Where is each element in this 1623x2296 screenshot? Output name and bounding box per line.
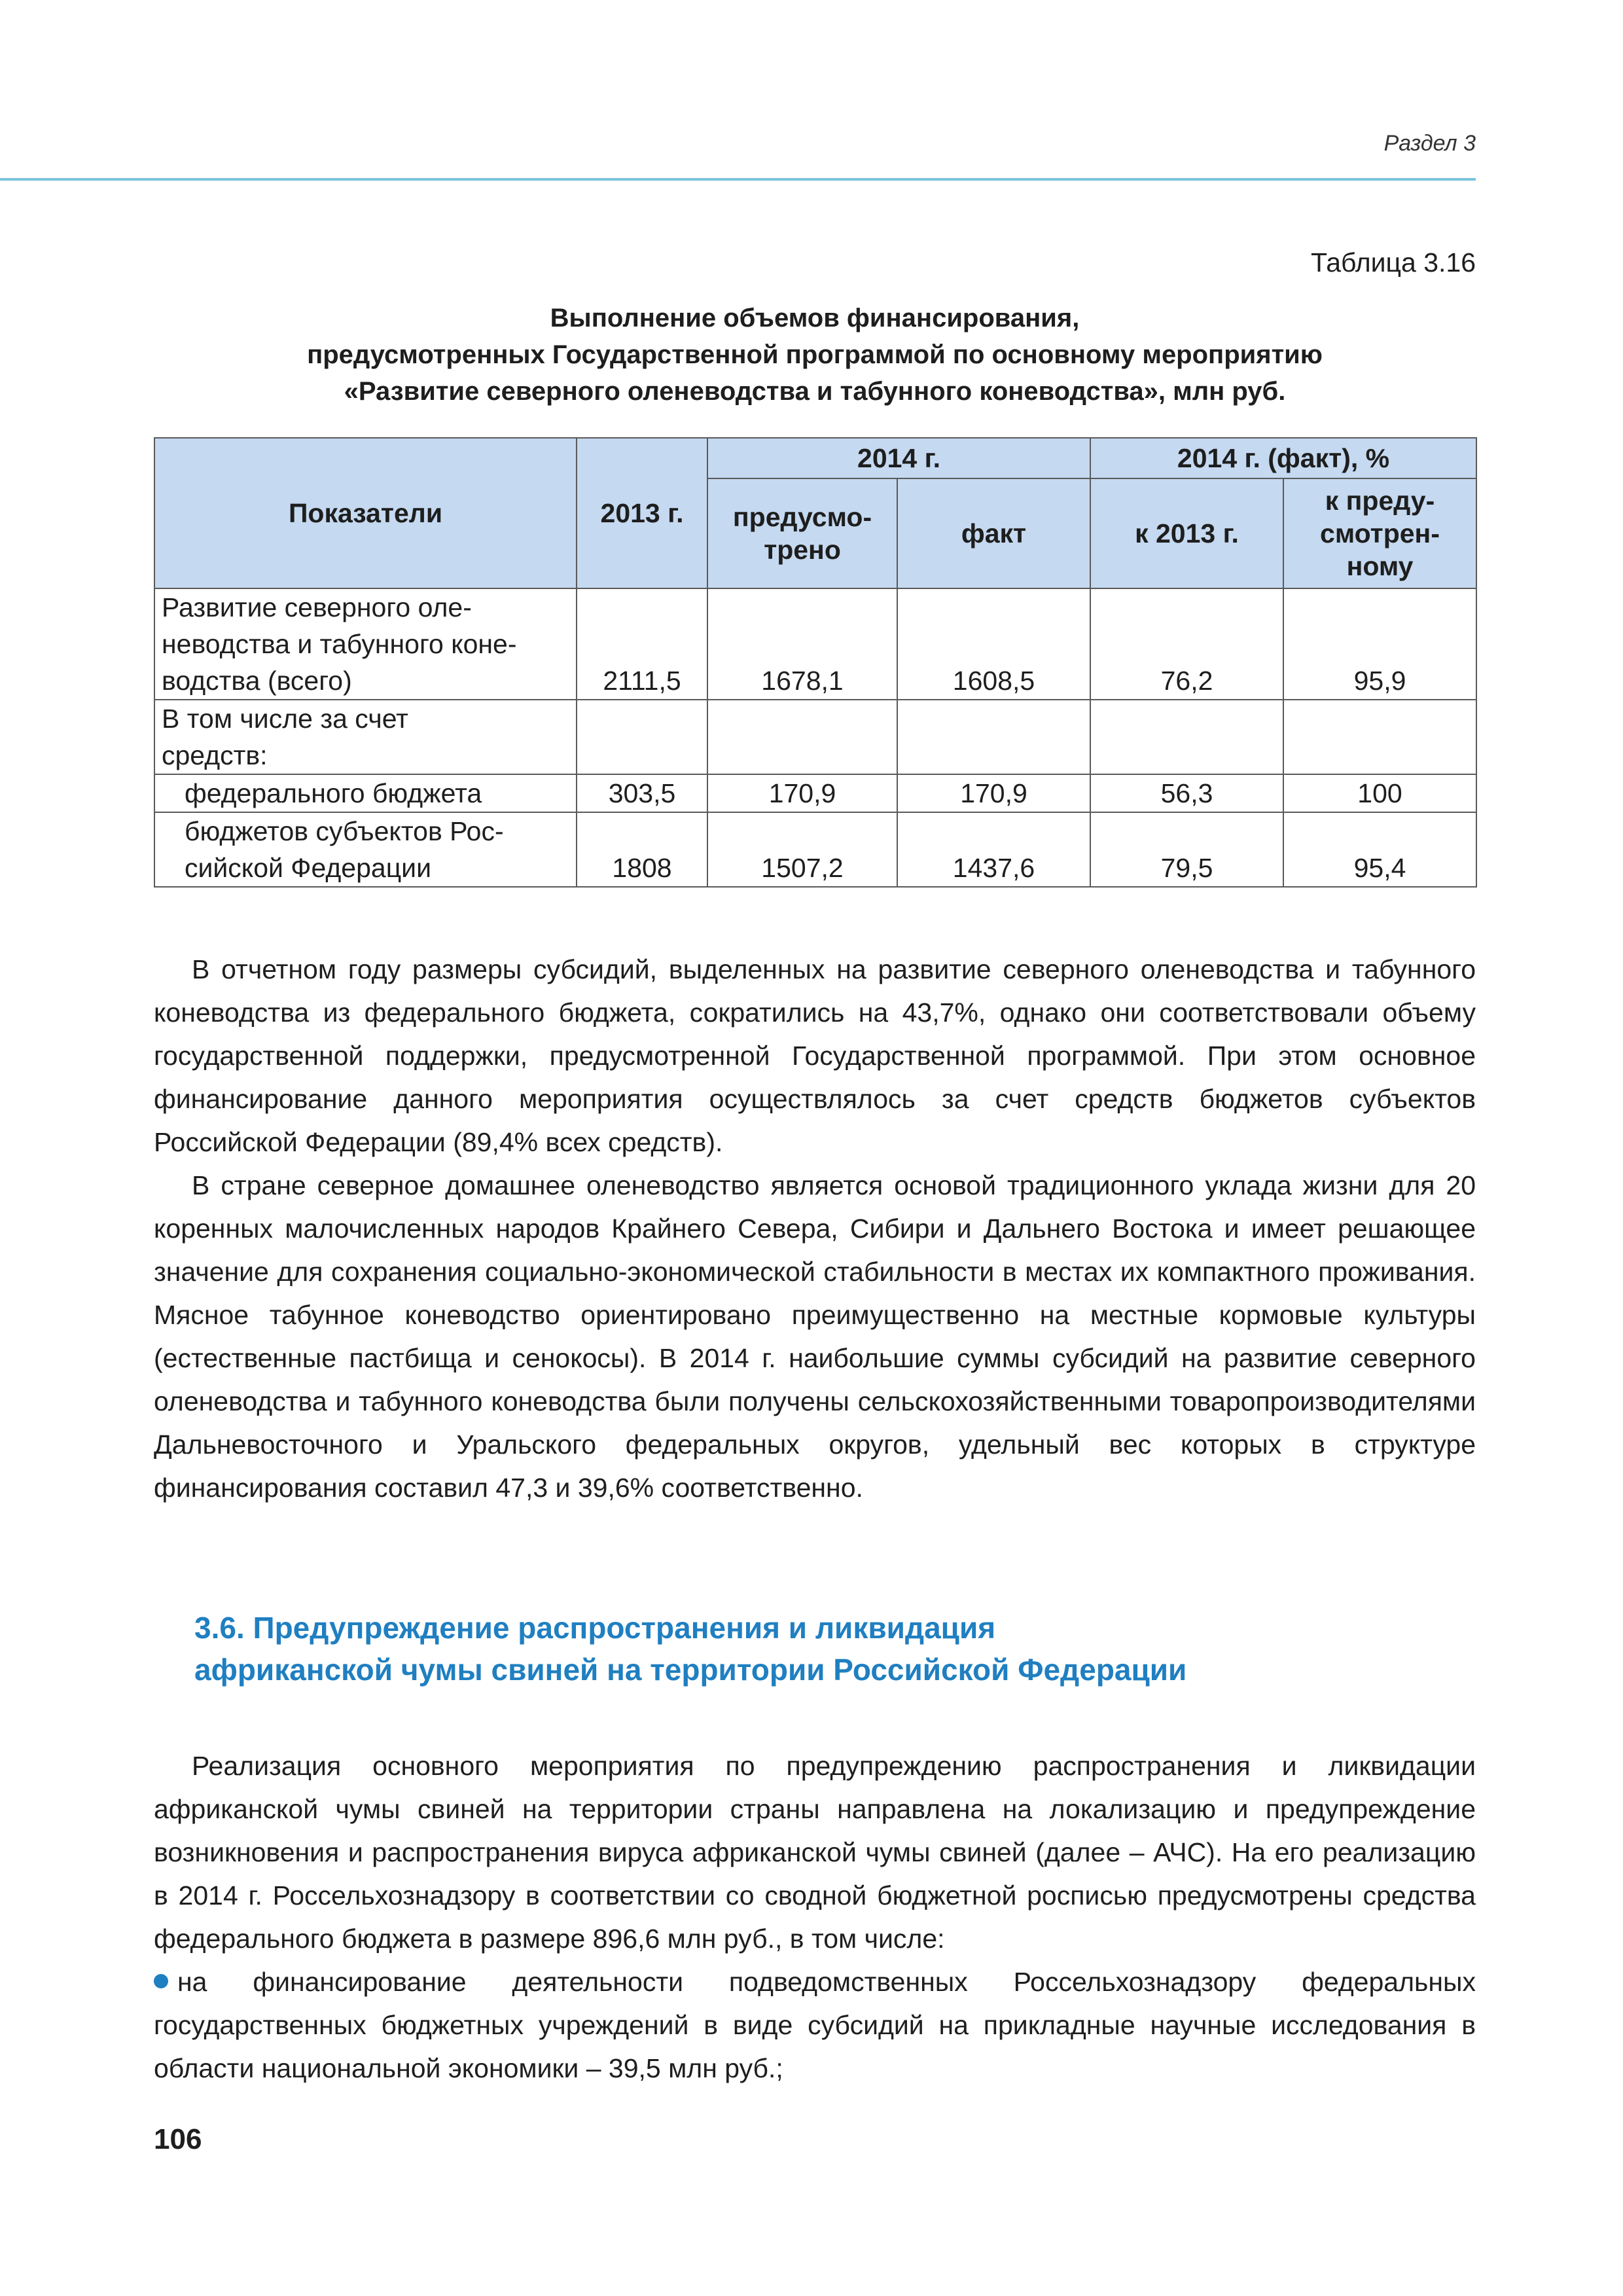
bullet-icon (154, 1974, 168, 1988)
header-rule (0, 178, 1476, 181)
cell-2013: 303,5 (577, 774, 707, 812)
cell-planned (707, 700, 897, 774)
cell-to-planned: 95,4 (1283, 812, 1476, 887)
cell-fact (897, 700, 1090, 774)
table-number: Таблица 3.16 (1311, 247, 1476, 278)
table-row (154, 700, 1476, 774)
body-paragraph: В стране северное домашнее оленеводство является основой традиционного уклада жизни для 20 коренных малочисленных народов Крайнего Севера, Сибири и Дальнего Востока и имеет решающее значение для сохранения социально-экономической стабильности в местах их компактного проживания. Мясное табунное коневодство ориентировано преимущественно на местные кормовые культуры (естественные пастбища и сенокосы). В 2014 г. наибольшие суммы субсидий на развитие северного оленеводства и табунного коневодства были получены сельскохозяйственными товаропроизводителями Дальневосточного и Уральского федеральных округов, удельный вес которых в структуре финансирования составил 47,3 и 39,6% соответственно. (154, 1170, 1476, 1503)
row-label: федерального бюджета (154, 774, 577, 812)
body-paragraph: В отчетном году размеры субсидий, выделенных на развитие северного оленеводства и табунного коневодства из федерального бюджета, сократились на 43,7%, однако они соответствовали объему государственной поддержки, предусмотренной Государственной программой. При этом основное финансирование данного мероприятия осуществлялось за счет средств бюджетов субъектов Российской Федерации (89,4% всех средств). (154, 954, 1476, 1157)
cell-planned: 170,9 (707, 774, 897, 812)
table-title (154, 300, 1476, 410)
cell-to-2013: 79,5 (1090, 812, 1283, 887)
table-row (154, 812, 1476, 887)
financing-table (154, 437, 1477, 888)
row-label: В том числе за счет средств: (154, 700, 577, 774)
cell-fact: 170,9 (897, 774, 1090, 812)
cell-2013 (577, 700, 707, 774)
cell-to-planned (1283, 700, 1476, 774)
section-label: Раздел 3 (1383, 131, 1476, 156)
cell-planned: 1507,2 (707, 812, 897, 887)
header-planned: предусмо- трено (707, 478, 897, 588)
header-fact: факт (897, 478, 1090, 588)
table-row (154, 774, 1476, 812)
row-label: Развитие северного оле- неводства и табунного коне- водства (всего) (154, 588, 577, 700)
cell-planned: 1678,1 (707, 588, 897, 700)
section-heading-line: африканской чумы свиней на территории Российской Федерации (194, 1653, 1187, 1687)
cell-to-planned: 95,9 (1283, 588, 1476, 700)
cell-to-planned: 100 (1283, 774, 1476, 812)
table-title-line: Выполнение объемов финансирования, (550, 304, 1080, 332)
row-label: бюджетов субъектов Рос- сийской Федерации (154, 812, 577, 887)
header-to-planned: к преду- смотрен- ному (1283, 478, 1476, 588)
bullet-text: на финансирование деятельности подведомственных Россельхознадзору федеральных государственных бюджетных учреждений в виде субсидий на прикладные научные исследования в области национальной экономики – 39,5 млн руб.; (154, 1967, 1476, 2083)
cell-fact: 1608,5 (897, 588, 1090, 700)
section-heading-line: 3.6. Предупреждение распространения и ликвидация (194, 1611, 996, 1645)
body-paragraph: Реализация основного мероприятия по предупреждению распространения и ликвидации африканской чумы свиней на территории страны направлена на локализацию и предупреждение возникновения и распространения вируса африканской чумы свиней (далее – АЧС). На его реализацию в 2014 г. Россельхознадзору в соответствии со сводной бюджетной росписью предусмотрены средства федерального бюджета в размере 896,6 млн руб., в том числе: (154, 1751, 1476, 1954)
cell-to-2013: 56,3 (1090, 774, 1283, 812)
table-row (154, 588, 1476, 700)
cell-2013: 2111,5 (577, 588, 707, 700)
header-2014: 2014 г. (707, 438, 1090, 478)
cell-fact: 1437,6 (897, 812, 1090, 887)
header-indicators: Показатели (154, 438, 577, 588)
table-title-line: предусмотренных Государственной программой по основному мероприятию (307, 340, 1323, 369)
header-to-2013: к 2013 г. (1090, 478, 1283, 588)
cell-2013: 1808 (577, 812, 707, 887)
page-number: 106 (154, 2123, 202, 2155)
cell-to-2013: 76,2 (1090, 588, 1283, 700)
header-2014-fact-pct: 2014 г. (факт), % (1090, 438, 1476, 478)
bullet-item (154, 1960, 1476, 2090)
header-2013: 2013 г. (577, 438, 707, 588)
table-title-line: «Развитие северного оленеводства и табунного коневодства», млн руб. (344, 377, 1286, 406)
section-heading (194, 1607, 1438, 1691)
cell-to-2013 (1090, 700, 1283, 774)
